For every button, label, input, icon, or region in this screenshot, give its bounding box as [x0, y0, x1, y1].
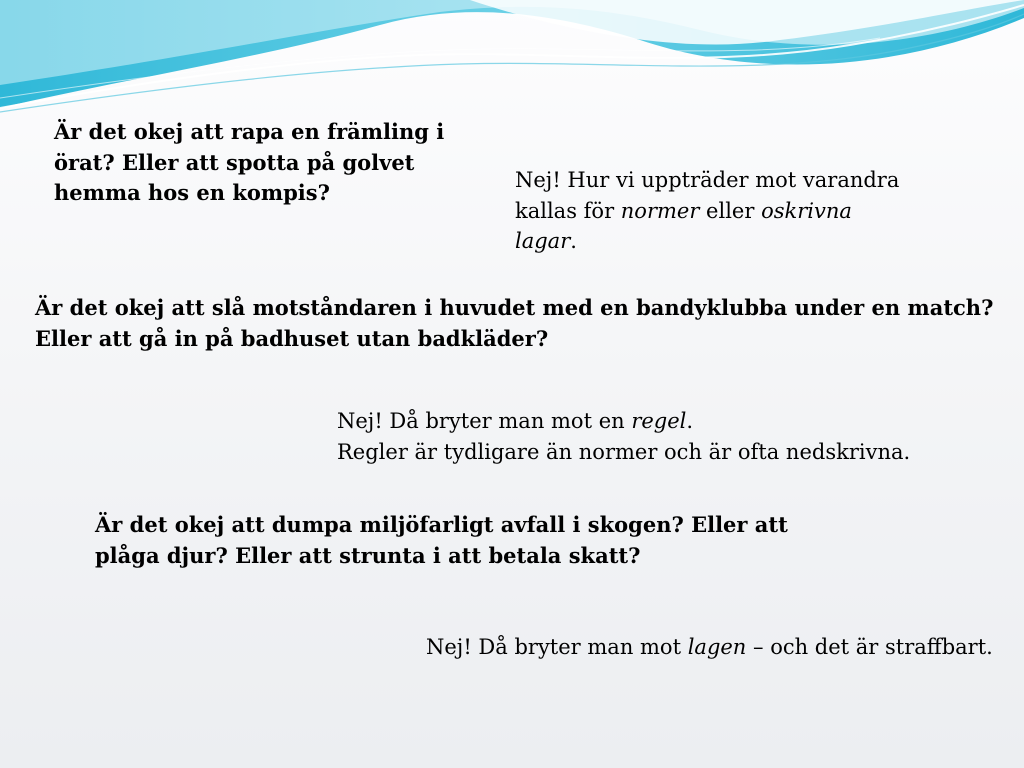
term-oskrivna: oskrivna: [761, 198, 852, 223]
answer-1: [515, 165, 915, 257]
term-lagar: lagar: [515, 229, 571, 253]
question-2: [35, 293, 1020, 354]
answer-3: [426, 632, 1016, 663]
answer-3-line: Nej! Då bryter man mot lagen – och det är straffbart.: [426, 635, 993, 659]
question-2-line: Är det okej att slå motståndaren i huvudet med en bandyklubba under en match?: [35, 295, 994, 320]
term-lagen: lagen: [687, 635, 747, 659]
question-1-line: Är det okej att rapa en främling i: [54, 119, 445, 144]
question-3: [95, 510, 815, 571]
question-1-line: hemma hos en kompis?: [54, 180, 330, 205]
question-1: [54, 117, 454, 209]
question-2-line: Eller att gå in på badhuset utan badkläder?: [35, 325, 549, 351]
term-regel: regel: [631, 409, 687, 433]
answer-2-line: Regler är tydligare än normer och är ofta nedskrivna.: [337, 439, 911, 464]
question-3-line: plåga djur? Eller att strunta i att betala skatt?: [95, 542, 641, 568]
answer-1-line: lagar.: [515, 229, 577, 253]
question-3-line: Är det okej att dumpa miljöfarligt avfall i skogen? Eller att: [95, 512, 788, 537]
answer-1-line: Nej! Hur vi uppträder mot varandra: [515, 168, 900, 192]
term-normer: normer: [620, 198, 700, 223]
question-1-line: örat? Eller att spotta på golvet: [54, 149, 415, 175]
answer-2-line: Nej! Då bryter man mot en regel.: [337, 409, 694, 433]
answer-1-line: kallas för normer eller oskrivna: [515, 198, 852, 223]
decorative-wave-header: [0, 0, 1024, 120]
answer-2: [337, 406, 997, 467]
